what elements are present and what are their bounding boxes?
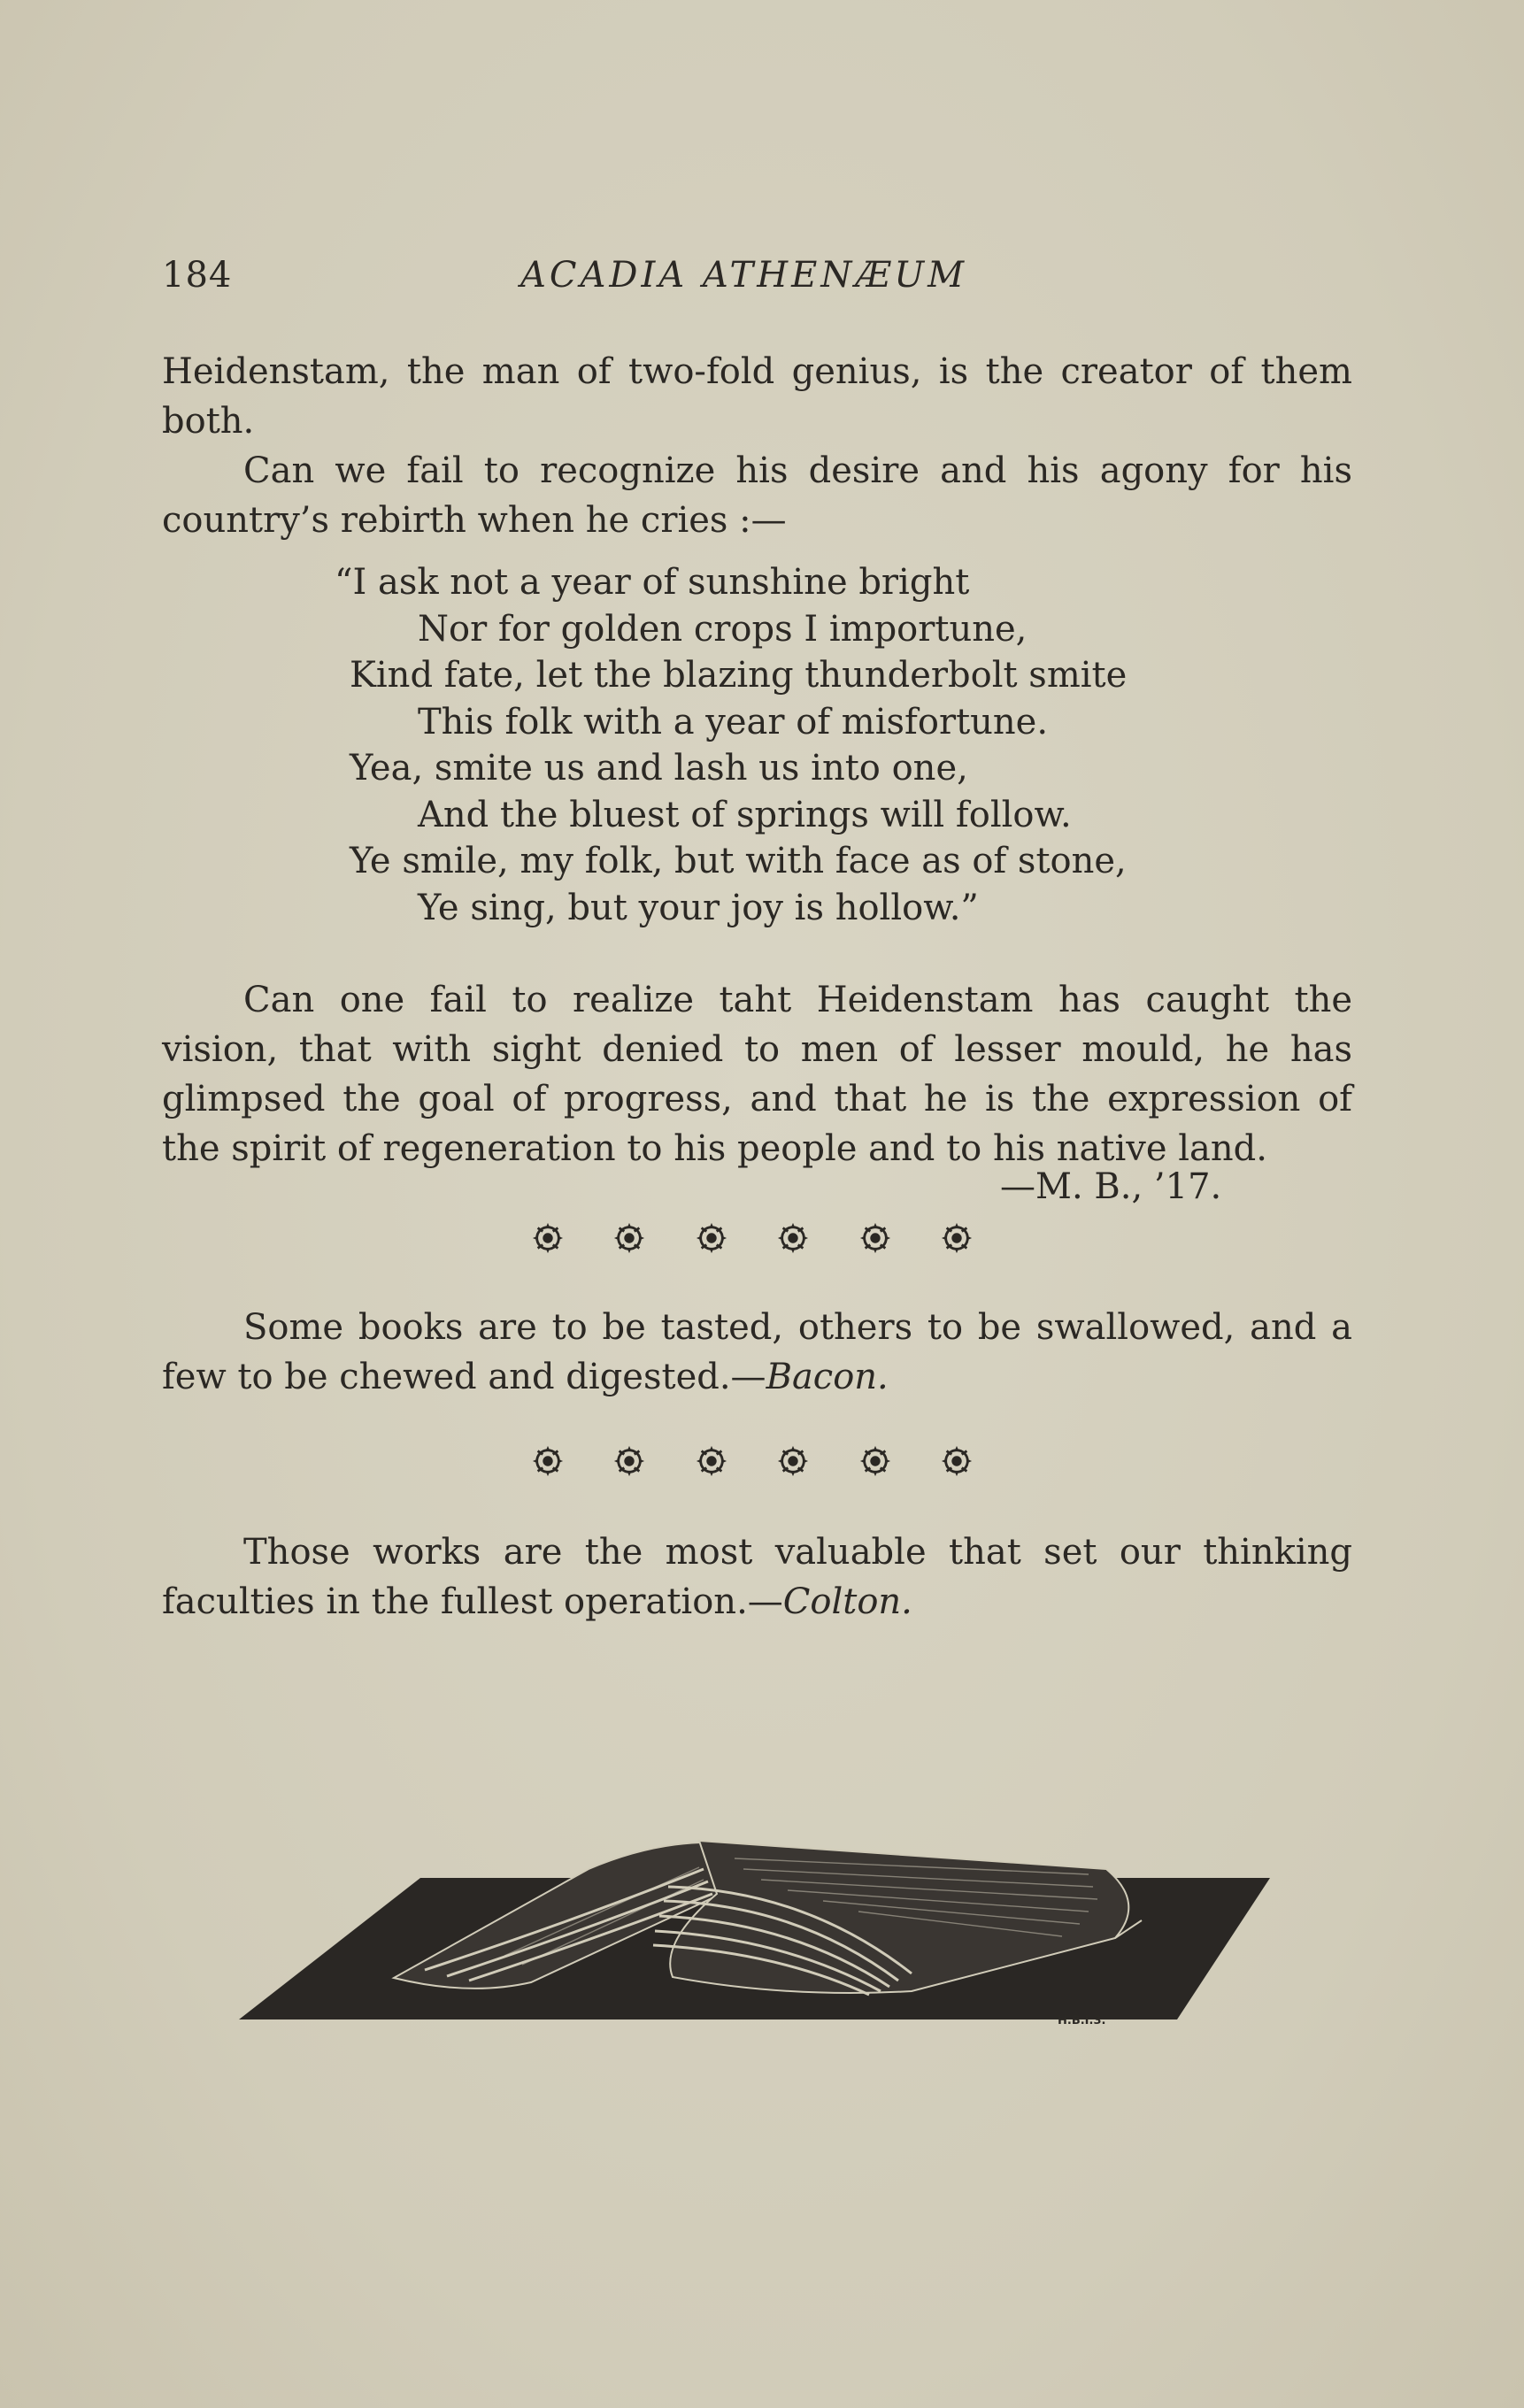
ornamental-rosette-icon — [531, 1221, 565, 1255]
running-head: ACADIA ATHENÆUM — [520, 255, 968, 296]
closing-text — [162, 975, 1352, 1173]
intro-text — [162, 347, 1352, 545]
poem-line: And the bluest of springs will follow. — [418, 794, 1072, 835]
ornamental-rosette-icon — [776, 1221, 810, 1255]
open-book-illustration — [239, 1788, 1274, 2035]
quotation-text: Some books are to be tasted, others to be swallowed, and a few to be chewed and digested.— — [162, 1307, 1352, 1397]
author-attribution: —M. B., ’17. — [1000, 1166, 1222, 1207]
page-number: 184 — [162, 255, 233, 296]
page-header — [162, 255, 1352, 308]
ornamental-rosette-icon — [776, 1444, 810, 1478]
poem-line: This folk with a year of misfortune. — [418, 701, 1049, 742]
quote-colton — [162, 1527, 1352, 1627]
ornamental-rosette-icon — [940, 1444, 974, 1478]
ornament-divider — [531, 1444, 974, 1480]
poem-block — [335, 559, 1235, 931]
ornamental-rosette-icon — [695, 1444, 728, 1478]
quotation-source: Bacon. — [766, 1357, 889, 1397]
paragraph: Can we fail to recognize his desire and his agony for his country’s rebirth when he cries :— — [162, 450, 1352, 541]
ornamental-rosette-icon — [612, 1221, 646, 1255]
poem-line: Ye smile, my folk, but with face as of stone, — [350, 841, 1127, 881]
ornamental-rosette-icon — [858, 1221, 892, 1255]
poem-line: Kind fate, let the blazing thunderbolt smite — [350, 655, 1128, 696]
artist-mark: H.B.I.3. — [1058, 2014, 1106, 2027]
ornamental-rosette-icon — [695, 1221, 728, 1255]
ornamental-rosette-icon — [531, 1444, 565, 1478]
quotation-source: Colton. — [782, 1581, 912, 1622]
quotation-text: Those works are the most valuable that set our thinking faculties in the fullest operation.— — [162, 1532, 1352, 1622]
paragraph: Can one fail to realize taht Heidenstam has caught the vision, that with sight denied to men of lesser mould, he has glimpsed the goal of progress, and that he is the expression of the spirit of regeneration to his people and to his native land. — [162, 980, 1352, 1169]
ornamental-rosette-icon — [612, 1444, 646, 1478]
quotation — [162, 1303, 1352, 1402]
quote-bacon — [162, 1303, 1352, 1402]
paragraph: Heidenstam, the man of two-fold genius, is the creator of them both. — [162, 351, 1352, 442]
quotation — [162, 1527, 1352, 1627]
poem-line: Ye sing, but your joy is hollow.” — [418, 887, 979, 928]
ornamental-rosette-icon — [858, 1444, 892, 1478]
ornament-divider — [531, 1221, 974, 1257]
poem-line: Nor for golden crops I importune, — [418, 608, 1028, 650]
poem-line: “I ask not a year of sunshine bright — [335, 562, 970, 603]
ornamental-rosette-icon — [940, 1221, 974, 1255]
poem-line: Yea, smite us and lash us into one, — [350, 748, 968, 789]
